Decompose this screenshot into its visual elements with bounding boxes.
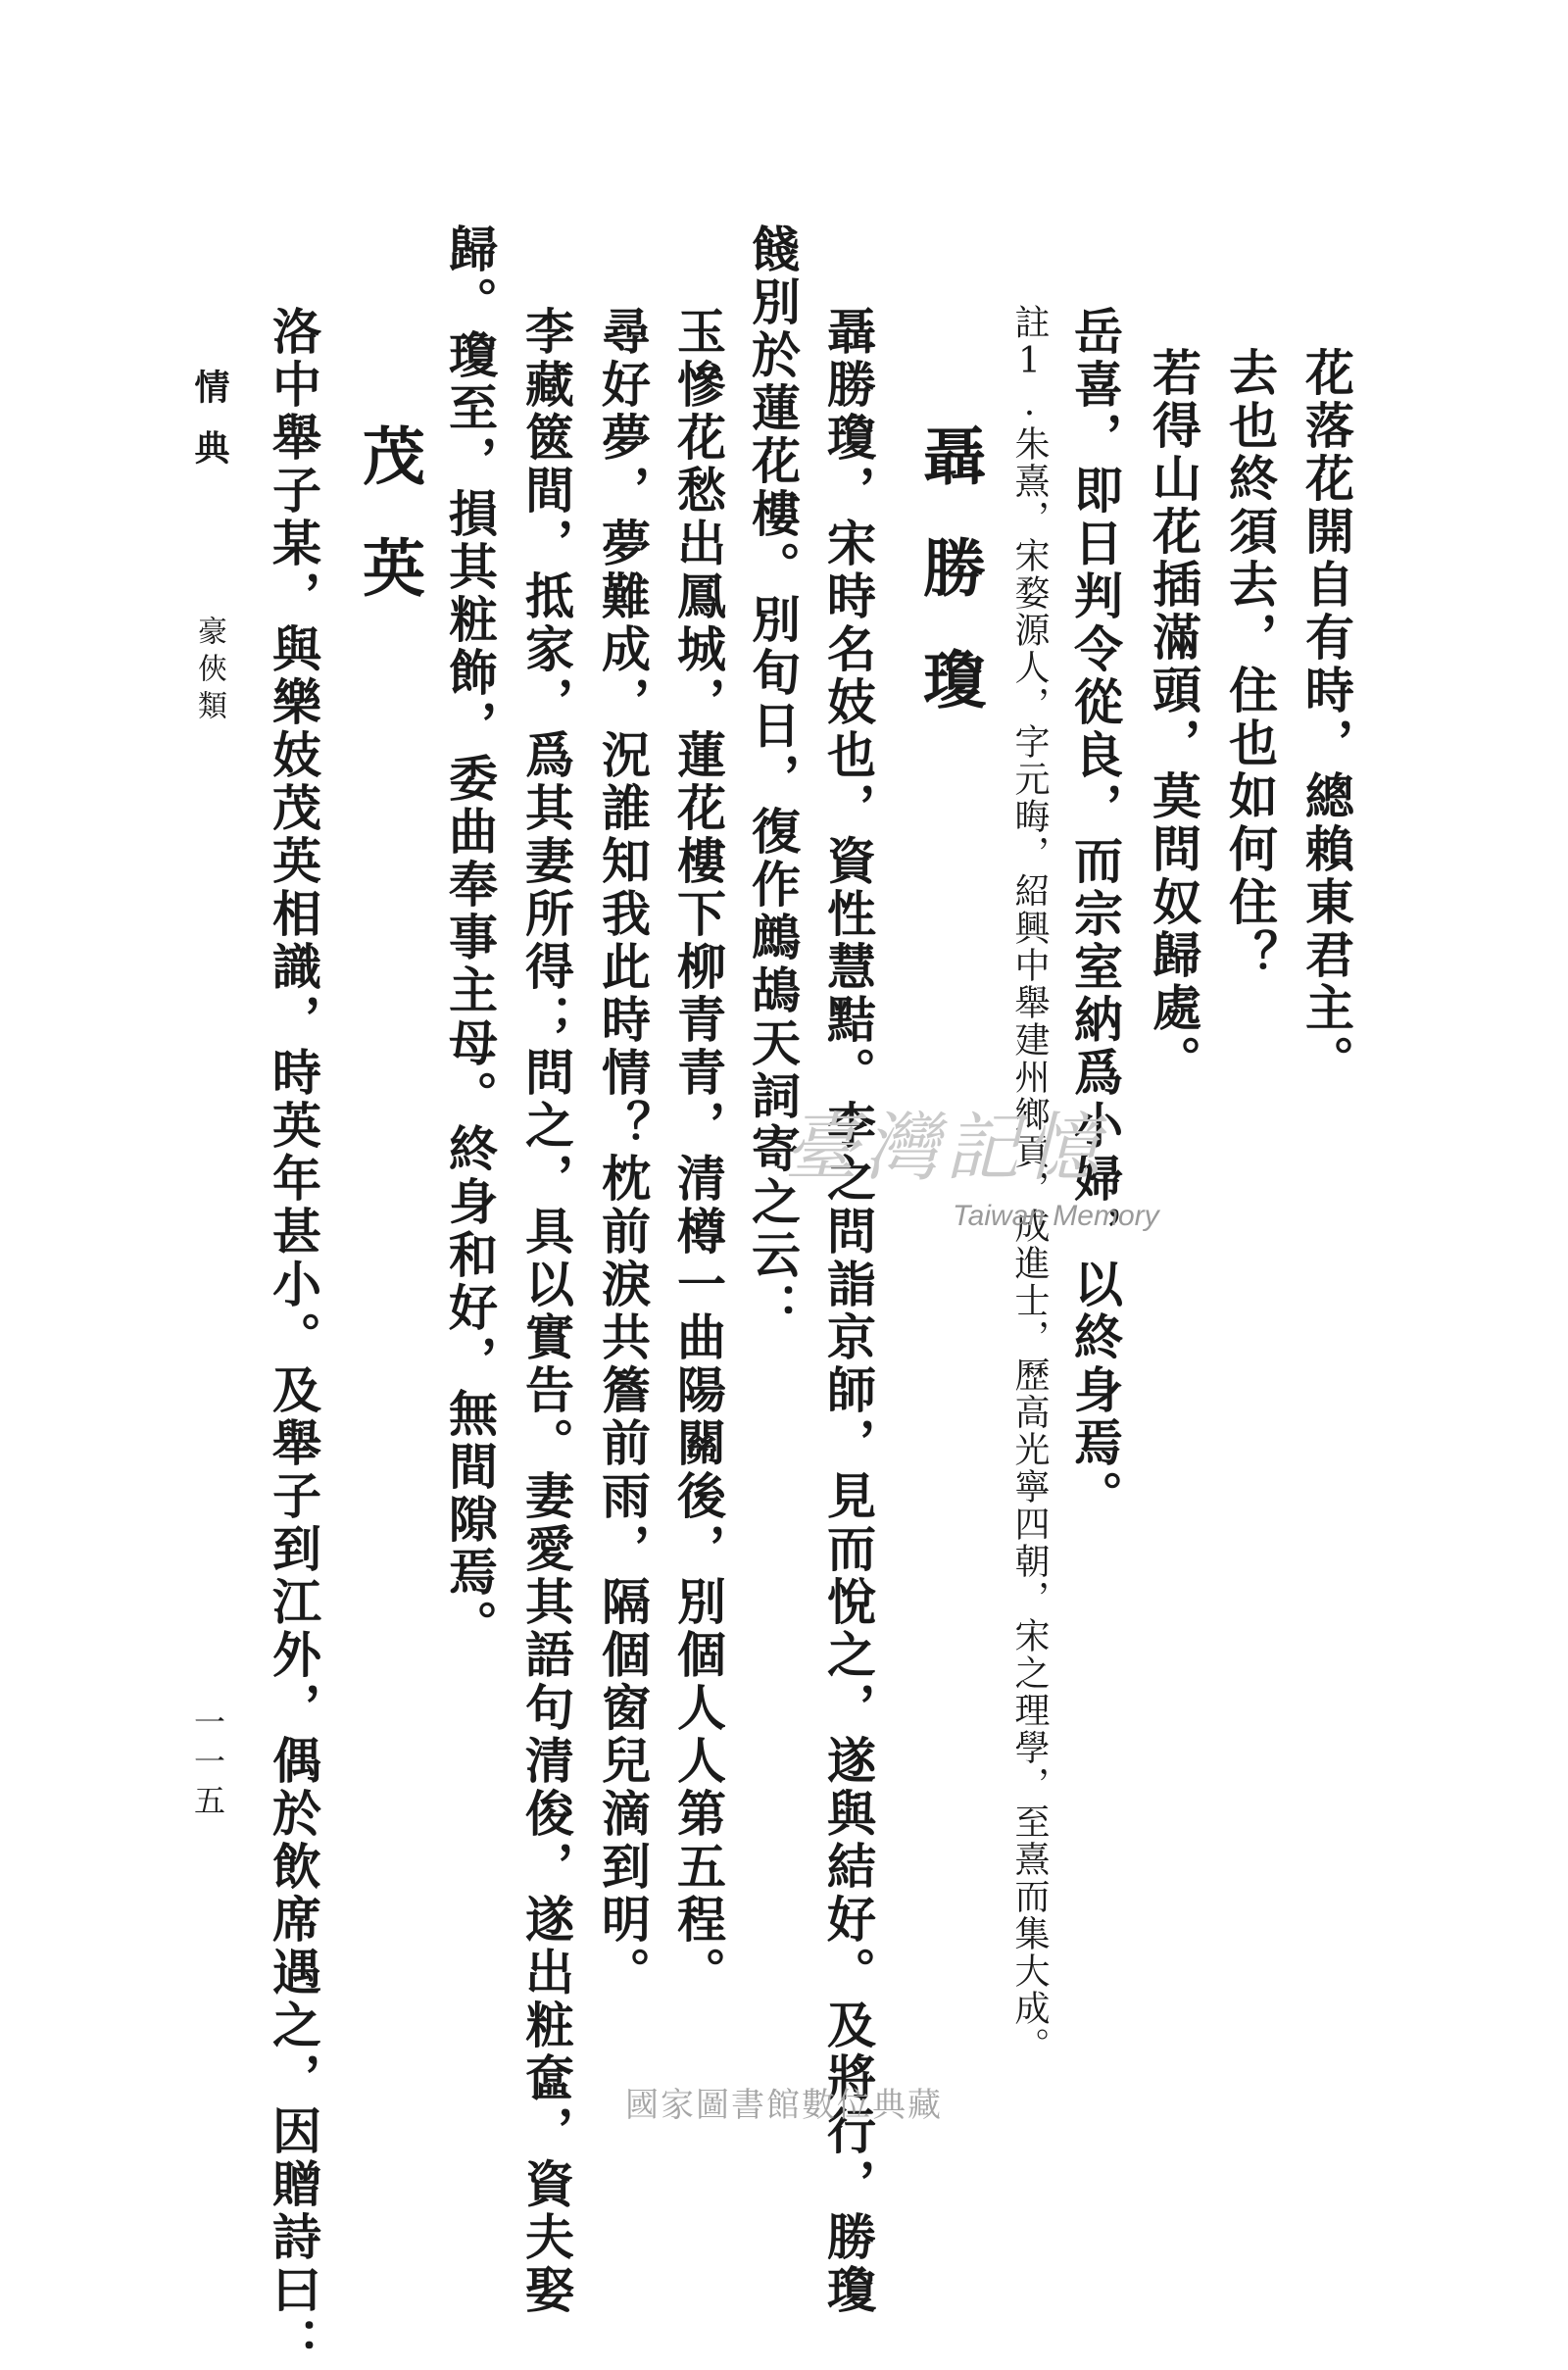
body-text-column: 洛中舉子某，與樂妓茂英相識，時英年甚小。及舉子到江外，偶於飲席遇之，因贈詩曰： xyxy=(265,306,322,2370)
footnote-text: 註1.朱熹，宋婺源人，字元晦，紹興中舉建州鄉貢，成進士，歷高光寧四朝，宋之理學，至熹而集大成。 xyxy=(1009,304,1050,2064)
body-text-column: 聶勝瓊，宋時名妓也，資性慧黠。李之問詣京師，見而悅之，遂與結好。及將行，勝瓊 xyxy=(819,306,877,2317)
watermark-text: Taiwan Memory xyxy=(953,1200,1159,1232)
section-title: 茂英 xyxy=(352,423,425,647)
category-label: 豪俠類 xyxy=(192,616,226,727)
section-title: 聶勝瓊 xyxy=(912,423,986,759)
body-text-column: 歸。瓊至，損其粧飾，委曲奉事主母。終身和好，無間隙焉。 xyxy=(441,223,499,1653)
poem-line: 花落花開自有時，總賴東君主。 xyxy=(1298,347,1355,1088)
verse-line: 玉慘花愁出鳳城，蓮花樓下柳青青，清樽一曲陽關後，別個人人第五程。 xyxy=(669,306,727,2000)
verse-line: 尋好夢，夢難成，況誰知我此時情？枕前淚共簷前雨，隔個窗兒滴到明。 xyxy=(594,306,652,2000)
library-footer: 國家圖書館數位典藏 xyxy=(625,2086,943,2125)
book-title: 情典 xyxy=(189,369,230,490)
watermark-logo: 臺灣記憶 xyxy=(784,1104,1105,1191)
poem-line: 若得山花插滿頭，莫問奴歸處。 xyxy=(1145,347,1202,1088)
body-text-column: 餞別於蓮花樓。別旬日，復作鷓鴣天詞寄之云： xyxy=(744,223,802,1335)
poem-line: 去也終須去，住也如何住？ xyxy=(1221,347,1279,982)
page-number: 一一五 xyxy=(189,1705,226,1823)
body-text-column: 岳喜，即日判令從良，而宗室納爲小婦，以終身焉。 xyxy=(1066,306,1124,1523)
body-text-column: 李藏篋間，抵家，爲其妻所得；問之，具以實告。妻愛其語句清俊，遂出粧奩，資夫娶 xyxy=(517,306,575,2317)
